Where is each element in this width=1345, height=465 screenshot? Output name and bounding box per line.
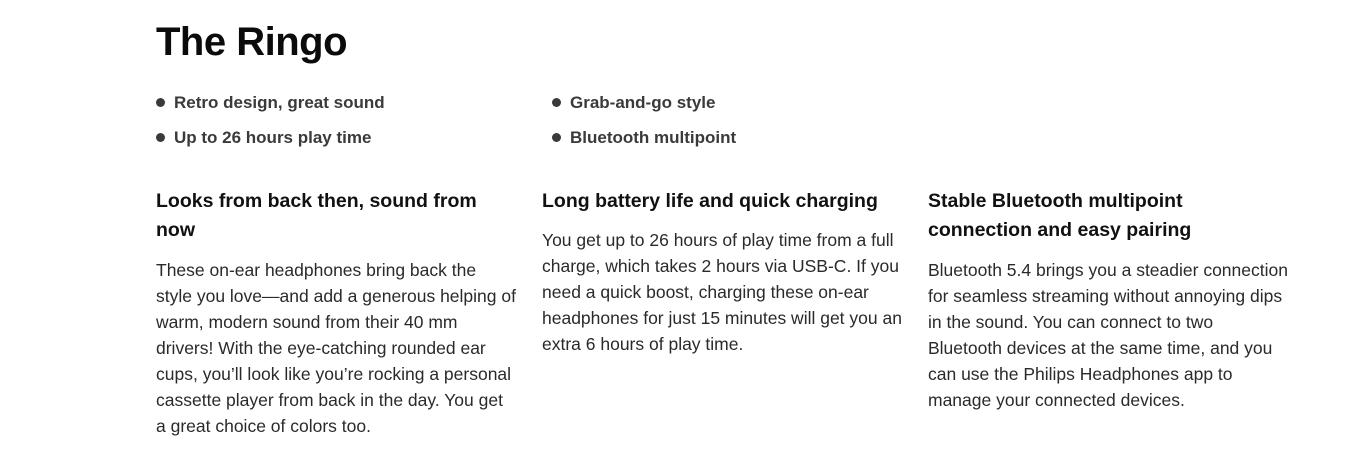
feature-list: [156, 92, 956, 149]
bullet-icon: [552, 98, 561, 107]
feature-label: Retro design, great sound: [174, 93, 385, 112]
column-body: You get up to 26 hours of play time from a full charge, which takes 2 hours via USB-C. If you need a quick boost, charging these on-ear headphones for just 15 minutes will get you an extra 6 hours of play time.: [542, 230, 902, 354]
feature-column-battery: [542, 187, 902, 439]
bullet-icon: [156, 98, 165, 107]
column-body: These on-ear headphones bring back the style you love—and add a generous helping of warm, modern sound from their 40 mm drivers! With the eye-catching rounded ear cups, you’ll look like you’re rocking a personal cassette player from back in the day. You get a great choice of colors too.: [156, 260, 516, 436]
feature-item: [552, 127, 948, 149]
column-heading: Long battery life and quick charging: [542, 190, 878, 212]
column-heading: Stable Bluetooth multipoint connection and easy pairing: [928, 190, 1192, 241]
feature-label: Bluetooth multipoint: [570, 128, 737, 147]
feature-label: Grab-and-go style: [570, 93, 716, 112]
feature-column-sound: [156, 187, 516, 439]
column-body: Bluetooth 5.4 brings you a steadier connection for seamless streaming without annoying dips in the sound. You can connect to two Bluetooth devices at the same time, and you can use the Philips Headphones app to manage your connected devices.: [928, 260, 1288, 410]
feature-item: [552, 92, 948, 114]
column-heading: Looks from back then, sound from now: [156, 190, 477, 241]
product-title: The Ringo: [156, 20, 348, 64]
feature-label: Up to 26 hours play time: [174, 128, 372, 147]
feature-item: [156, 92, 552, 114]
bullet-icon: [156, 133, 165, 142]
feature-item: [156, 127, 552, 149]
feature-column-bluetooth: [928, 187, 1288, 439]
feature-columns: [156, 187, 1288, 439]
bullet-icon: [552, 133, 561, 142]
